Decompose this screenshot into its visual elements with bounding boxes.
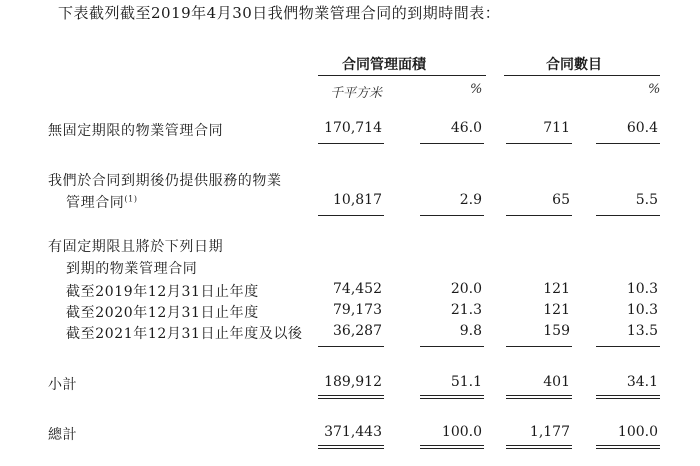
row-label-subtotal: 小計 xyxy=(48,377,78,393)
rule xyxy=(596,143,660,144)
rule xyxy=(506,346,572,347)
cell-area: 79,173 xyxy=(333,302,382,318)
row-label-continuing-line2 xyxy=(66,192,138,212)
double-rule xyxy=(318,395,384,399)
row-label-indefinite: 無固定期限的物業管理合同 xyxy=(48,123,224,139)
row-heading-fixed-line1: 有固定期限且將於下列日期 xyxy=(48,239,224,255)
rule xyxy=(506,143,572,144)
unit-thousand-sqm: 千平方米 xyxy=(330,86,383,101)
cell-pct-count: 10.3 xyxy=(626,302,658,318)
cell-area: 371,443 xyxy=(324,424,382,440)
row-label-total: 總計 xyxy=(48,427,78,443)
row-heading-fixed-line2: 到期的物業管理合同 xyxy=(66,261,198,277)
rule xyxy=(318,143,384,144)
rule xyxy=(420,346,484,347)
cell-area: 10,817 xyxy=(333,192,382,208)
cell-pct-area: 21.3 xyxy=(450,302,482,318)
double-rule xyxy=(506,395,572,399)
rule xyxy=(596,346,660,347)
header-underline-count xyxy=(504,75,660,76)
cell-pct-area: 46.0 xyxy=(450,120,482,136)
unit-percent-count: % xyxy=(648,82,661,97)
rule xyxy=(506,215,572,216)
cell-count: 159 xyxy=(543,323,570,339)
cell-pct-area: 9.8 xyxy=(459,323,482,339)
cell-pct-count: 60.4 xyxy=(626,120,658,136)
row-label-2020: 截至2020年12月31日止年度 xyxy=(66,305,259,321)
cell-pct-area: 51.1 xyxy=(450,374,482,390)
row-label-2019: 截至2019年12月31日止年度 xyxy=(66,284,259,300)
cell-pct-area: 2.9 xyxy=(459,192,482,208)
rule xyxy=(596,215,660,216)
cell-area: 170,714 xyxy=(324,120,382,136)
rule xyxy=(318,215,384,216)
double-rule xyxy=(506,445,572,449)
cell-pct-count: 10.3 xyxy=(626,281,658,297)
cell-pct-area: 100.0 xyxy=(441,424,482,440)
cell-area: 189,912 xyxy=(324,374,382,390)
cell-count: 121 xyxy=(543,281,570,297)
cell-pct-count: 100.0 xyxy=(617,424,658,440)
cell-area: 74,452 xyxy=(333,281,382,297)
intro-text: 下表截列截至2019年4月30日我們物業管理合同的到期時間表： xyxy=(58,4,501,22)
double-rule xyxy=(420,395,484,399)
header-contract-area: 合同管理面積 xyxy=(342,57,426,73)
double-rule xyxy=(318,445,384,449)
rule xyxy=(420,143,484,144)
cell-area: 36,287 xyxy=(333,323,382,339)
header-underline-area xyxy=(318,75,486,76)
cell-count: 121 xyxy=(543,302,570,318)
double-rule xyxy=(420,445,484,449)
row-label-2021: 截至2021年12月31日止年度及以後 xyxy=(66,326,303,342)
double-rule xyxy=(596,395,660,399)
rule xyxy=(318,346,384,347)
cell-pct-count: 5.5 xyxy=(635,192,658,208)
cell-count: 65 xyxy=(552,192,570,208)
cell-count: 711 xyxy=(543,120,570,136)
rule xyxy=(420,215,484,216)
double-rule xyxy=(596,445,660,449)
unit-percent-area: % xyxy=(470,82,483,97)
header-contract-count: 合同數目 xyxy=(546,57,602,73)
row-label-continuing-text: 管理合同 xyxy=(66,195,125,211)
cell-count: 1,177 xyxy=(529,424,570,440)
cell-pct-count: 34.1 xyxy=(626,374,658,390)
row-label-continuing-line1: 我們於合同到期後仍提供服務的物業 xyxy=(48,173,282,189)
cell-pct-area: 20.0 xyxy=(450,281,482,297)
footnote-marker: (1) xyxy=(124,194,138,204)
cell-count: 401 xyxy=(543,374,570,390)
cell-pct-count: 13.5 xyxy=(626,323,658,339)
